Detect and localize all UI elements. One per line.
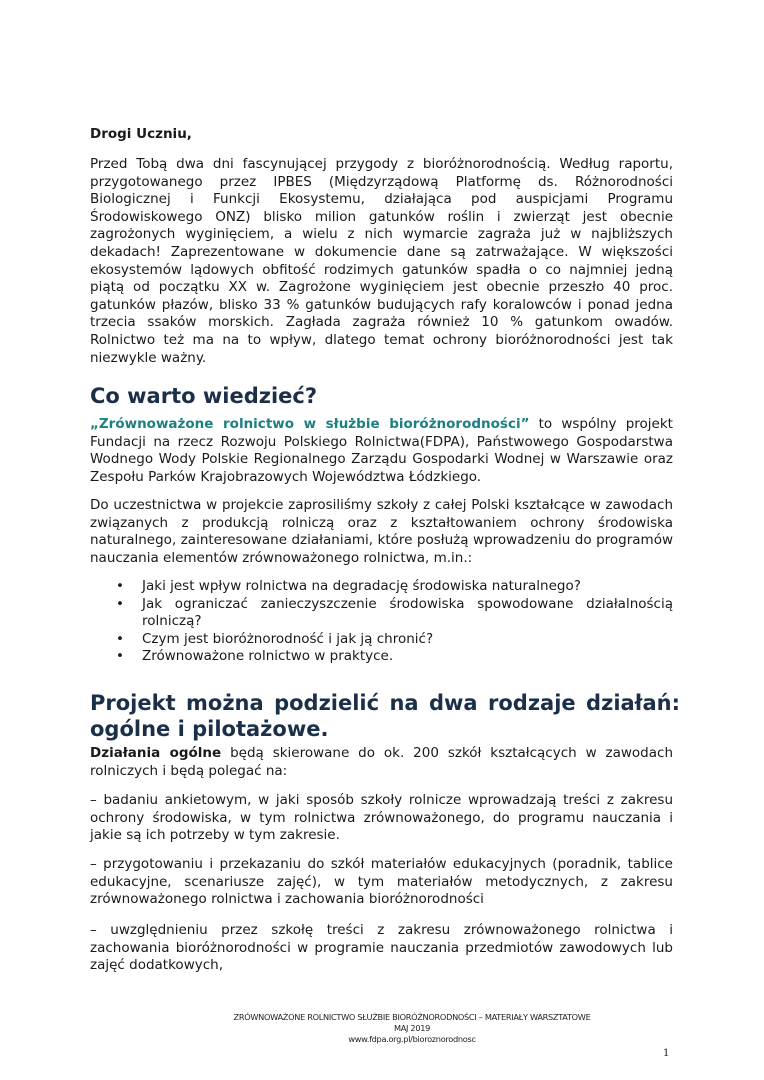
general-actions-text: będą skierowane do ok. 200 szkół kształcących w zawodach rolniczych i będą polegać na: — [90, 745, 674, 779]
general-actions-paragraph — [90, 745, 673, 780]
participation-paragraph: Do uczestnictwa w projekcie zaprosiliśmy szkoły z całej Polski kształcące w zawodach związanych z produkcją rolniczą oraz z kształtowaniem ochrony środowiska naturalnego, zainteresowane działaniami, które posłużą wprowadzeniu do programów nauczania elementów zrównoważonego rolnictwa, m.in.: — [90, 497, 673, 566]
project-description-paragraph — [90, 416, 673, 486]
section-heading-project: Projekt można podzielić na dwa rodzaje działań: ogólne i pilotażowe. — [90, 691, 680, 741]
salutation: Drogi Uczniu, — [90, 126, 192, 142]
footer-url: www.fdpa.org.pl/bioroznorodnosc — [348, 1034, 476, 1045]
project-description-text: to wspólny projekt Fundacji na rzecz Rozwoju Polskiego Rolnictwa(FDPA), Państwowego Gospodarstwa Wodnego Wody Polskie Regionalnego Zarządu Gospodarki Wodnej w Warszawie oraz Zespołu Parków Krajobrazowych Województwa Łódzkiego. — [90, 416, 673, 485]
section-heading-know: Co warto wiedzieć? — [90, 384, 318, 408]
action-item: – uwzględnieniu przez szkołę treści z zakresu zrównoważonego rolnictwa i zachowania bioróżnorodności w programie nauczania przedmiotów zawodowych lub zajęć dodatkowych, — [90, 922, 673, 974]
intro-paragraph: Przed Tobą dwa dni fascynującej przygody z bioróżnorodnością. Według raportu, przygotowanego przez IPBES (Międzyrządową Platformę ds. Różnorodności Biologicznej i Funkcji Ekosystemu, działająca pod auspicjami Programu Środowiskowego ONZ) blisko milion gatunków roślin i zwierząt jest obecnie zagrożonych wyginięciem, a wielu z nich wymarcie zagraża już w najbliższych dekadach! Zaprezentowane w dokumencie dane są zatrważające. W większości ekosystemów lądowych obfitość rodzimych gatunków spadła o co najmniej jedną piątą od początku XX w. Zagrożone wyginięciem jest obecnie przeszło 40 proc. gatunków płazów, blisko 33 % gatunków budujących rafy koralowców i ponad jedna trzecia ssaków morskich. Zagłada zagraża również 10 % gatunkom owadów. Rolnictwo też ma na to wpływ, dlatego temat ochrony bioróżnorodności jest tak niezwykle ważny. — [90, 156, 673, 366]
list-item: • Jaki jest wpływ rolnictwa na degradację środowiska naturalnego? — [90, 578, 673, 596]
project-name: „Zrównoważone rolnictwo w służbie bioróżnorodności” — [90, 416, 530, 432]
general-actions-label: Działania ogólne — [90, 745, 222, 761]
action-item: – badaniu ankietowym, w jaki sposób szkoły rolnicze wprowadzają treści z zakresu ochrony środowiska, w tym rolnictwa zrównoważonego, do programu nauczania i jakie są ich potrzeby w tym zakresie. — [90, 792, 673, 844]
footer-date: MAJ 2019 — [393, 1023, 431, 1034]
topics-list — [90, 578, 673, 666]
page-number: 1 — [663, 1048, 670, 1059]
list-item: • Czym jest bioróżnorodność i jak ją chronić? — [90, 631, 673, 649]
page-footer — [0, 1012, 764, 1046]
list-item: • Zrównoważone rolnictwo w praktyce. — [90, 648, 673, 666]
list-item: • Jak ograniczać zanieczyszczenie środowiska spowodowane działalnością rolniczą? — [90, 596, 673, 631]
footer-title: ZRÓWNOWAŻONE ROLNICTWO SŁUŻBIE BIORÓŻNORODNOŚCI – MATERIAŁY WARSZTATOWE — [233, 1012, 591, 1022]
action-item: – przygotowaniu i przekazaniu do szkół materiałów edukacyjnych (poradnik, tablice edukacyjne, scenariusze zajęć), w tym materiałów metodycznych, z zakresu zrównoważonego rolnictwa i zachowania bioróżnorodności — [90, 856, 673, 908]
